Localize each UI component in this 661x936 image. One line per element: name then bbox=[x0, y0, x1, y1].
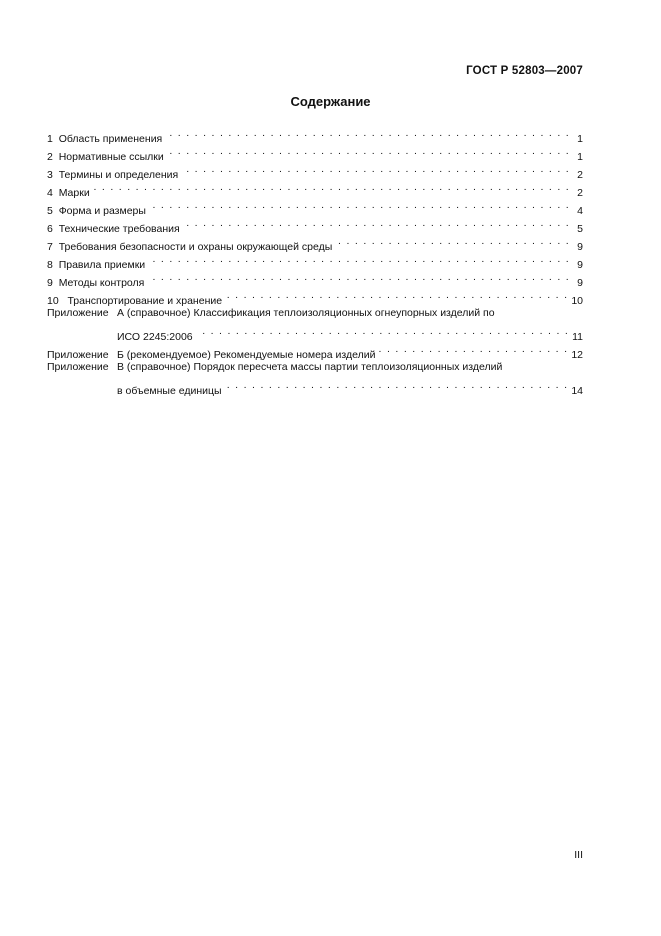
toc-item-number: 3 bbox=[47, 169, 53, 181]
dot-leader bbox=[335, 232, 570, 250]
toc-item-page: 9 bbox=[577, 277, 583, 289]
dot-leader bbox=[181, 160, 570, 178]
appendix-title: В (справочное) Порядок пересчета массы партии теплоизоляционных изделий bbox=[117, 361, 503, 373]
appendix-a-heading[interactable] bbox=[47, 304, 583, 322]
toc-item-title: Форма и размеры bbox=[58, 205, 146, 217]
toc-item-number: 10 bbox=[47, 295, 59, 307]
appendix-label: Приложение bbox=[47, 349, 109, 361]
toc-item-page: 2 bbox=[577, 187, 583, 199]
dot-leader bbox=[196, 322, 569, 340]
dot-leader bbox=[225, 376, 569, 394]
toc-item-number: 5 bbox=[47, 205, 53, 217]
toc-item[interactable] bbox=[47, 196, 583, 217]
dot-leader bbox=[167, 142, 570, 160]
dot-leader bbox=[149, 196, 570, 214]
dot-leader bbox=[378, 340, 568, 358]
toc-item-title: Область применения bbox=[58, 133, 163, 145]
appendix-title: Б (рекомендуемое) Рекомендуемые номера изделий bbox=[117, 349, 376, 361]
dot-leader bbox=[225, 286, 568, 304]
toc-item-number: 9 bbox=[47, 277, 53, 289]
appendix-a-entry[interactable] bbox=[47, 322, 583, 343]
dot-leader bbox=[147, 268, 570, 286]
toc-item-number: 8 bbox=[47, 259, 53, 271]
toc-item-number: 7 bbox=[47, 241, 53, 253]
dot-leader bbox=[148, 250, 570, 268]
dot-leader bbox=[93, 178, 570, 196]
table-of-contents bbox=[47, 124, 583, 397]
toc-item-page: 1 bbox=[577, 133, 583, 145]
toc-item-page: 10 bbox=[571, 295, 583, 307]
toc-item-page: 9 bbox=[577, 259, 583, 271]
appendix-label: Приложение bbox=[47, 361, 109, 373]
toc-item-page: 5 bbox=[577, 223, 583, 235]
toc-item-page: 2 bbox=[577, 169, 583, 181]
toc-item[interactable] bbox=[47, 178, 583, 199]
toc-item-title: Термины и определения bbox=[58, 169, 179, 181]
toc-title: Содержание bbox=[290, 94, 371, 109]
toc-item-title: Марки bbox=[58, 187, 90, 199]
toc-item-page: 9 bbox=[577, 241, 583, 253]
toc-item-number: 6 bbox=[47, 223, 53, 235]
appendix-v-heading[interactable] bbox=[47, 358, 583, 376]
appendix-v-entry[interactable] bbox=[47, 376, 583, 397]
document-code: ГОСТ Р 52803—2007 bbox=[466, 65, 583, 77]
dot-leader bbox=[183, 214, 570, 232]
toc-item-page: 11 bbox=[572, 331, 583, 343]
toc-item-number: 4 bbox=[47, 187, 53, 199]
appendix-label: Приложение bbox=[47, 307, 109, 319]
toc-item-title: Технические требования bbox=[58, 223, 180, 235]
page-number: III bbox=[574, 849, 583, 861]
toc-item-title: Правила приемки bbox=[58, 259, 146, 271]
toc-item-title: Методы контроля bbox=[58, 277, 145, 289]
toc-item-title: Требования безопасности и охраны окружающей среды bbox=[58, 241, 333, 253]
toc-item-page: 4 bbox=[577, 205, 583, 217]
toc-item-page: 12 bbox=[571, 349, 583, 361]
toc-item-title: Нормативные ссылки bbox=[58, 151, 164, 163]
toc-item-page: 1 bbox=[577, 151, 583, 163]
appendix-title-continued: в объемные единицы bbox=[117, 385, 222, 397]
toc-item-page: 14 bbox=[571, 385, 583, 397]
toc-item-number: 1 bbox=[47, 133, 53, 145]
toc-item[interactable] bbox=[47, 124, 583, 145]
toc-item-title: Транспортирование и хранение bbox=[67, 295, 223, 307]
appendix-title-continued: ИСО 2245:2006 bbox=[117, 331, 193, 343]
appendix-title: А (справочное) Классификация теплоизоляционных огнеупорных изделий по bbox=[117, 307, 495, 319]
dot-leader bbox=[165, 124, 570, 142]
toc-item-number: 2 bbox=[47, 151, 53, 163]
